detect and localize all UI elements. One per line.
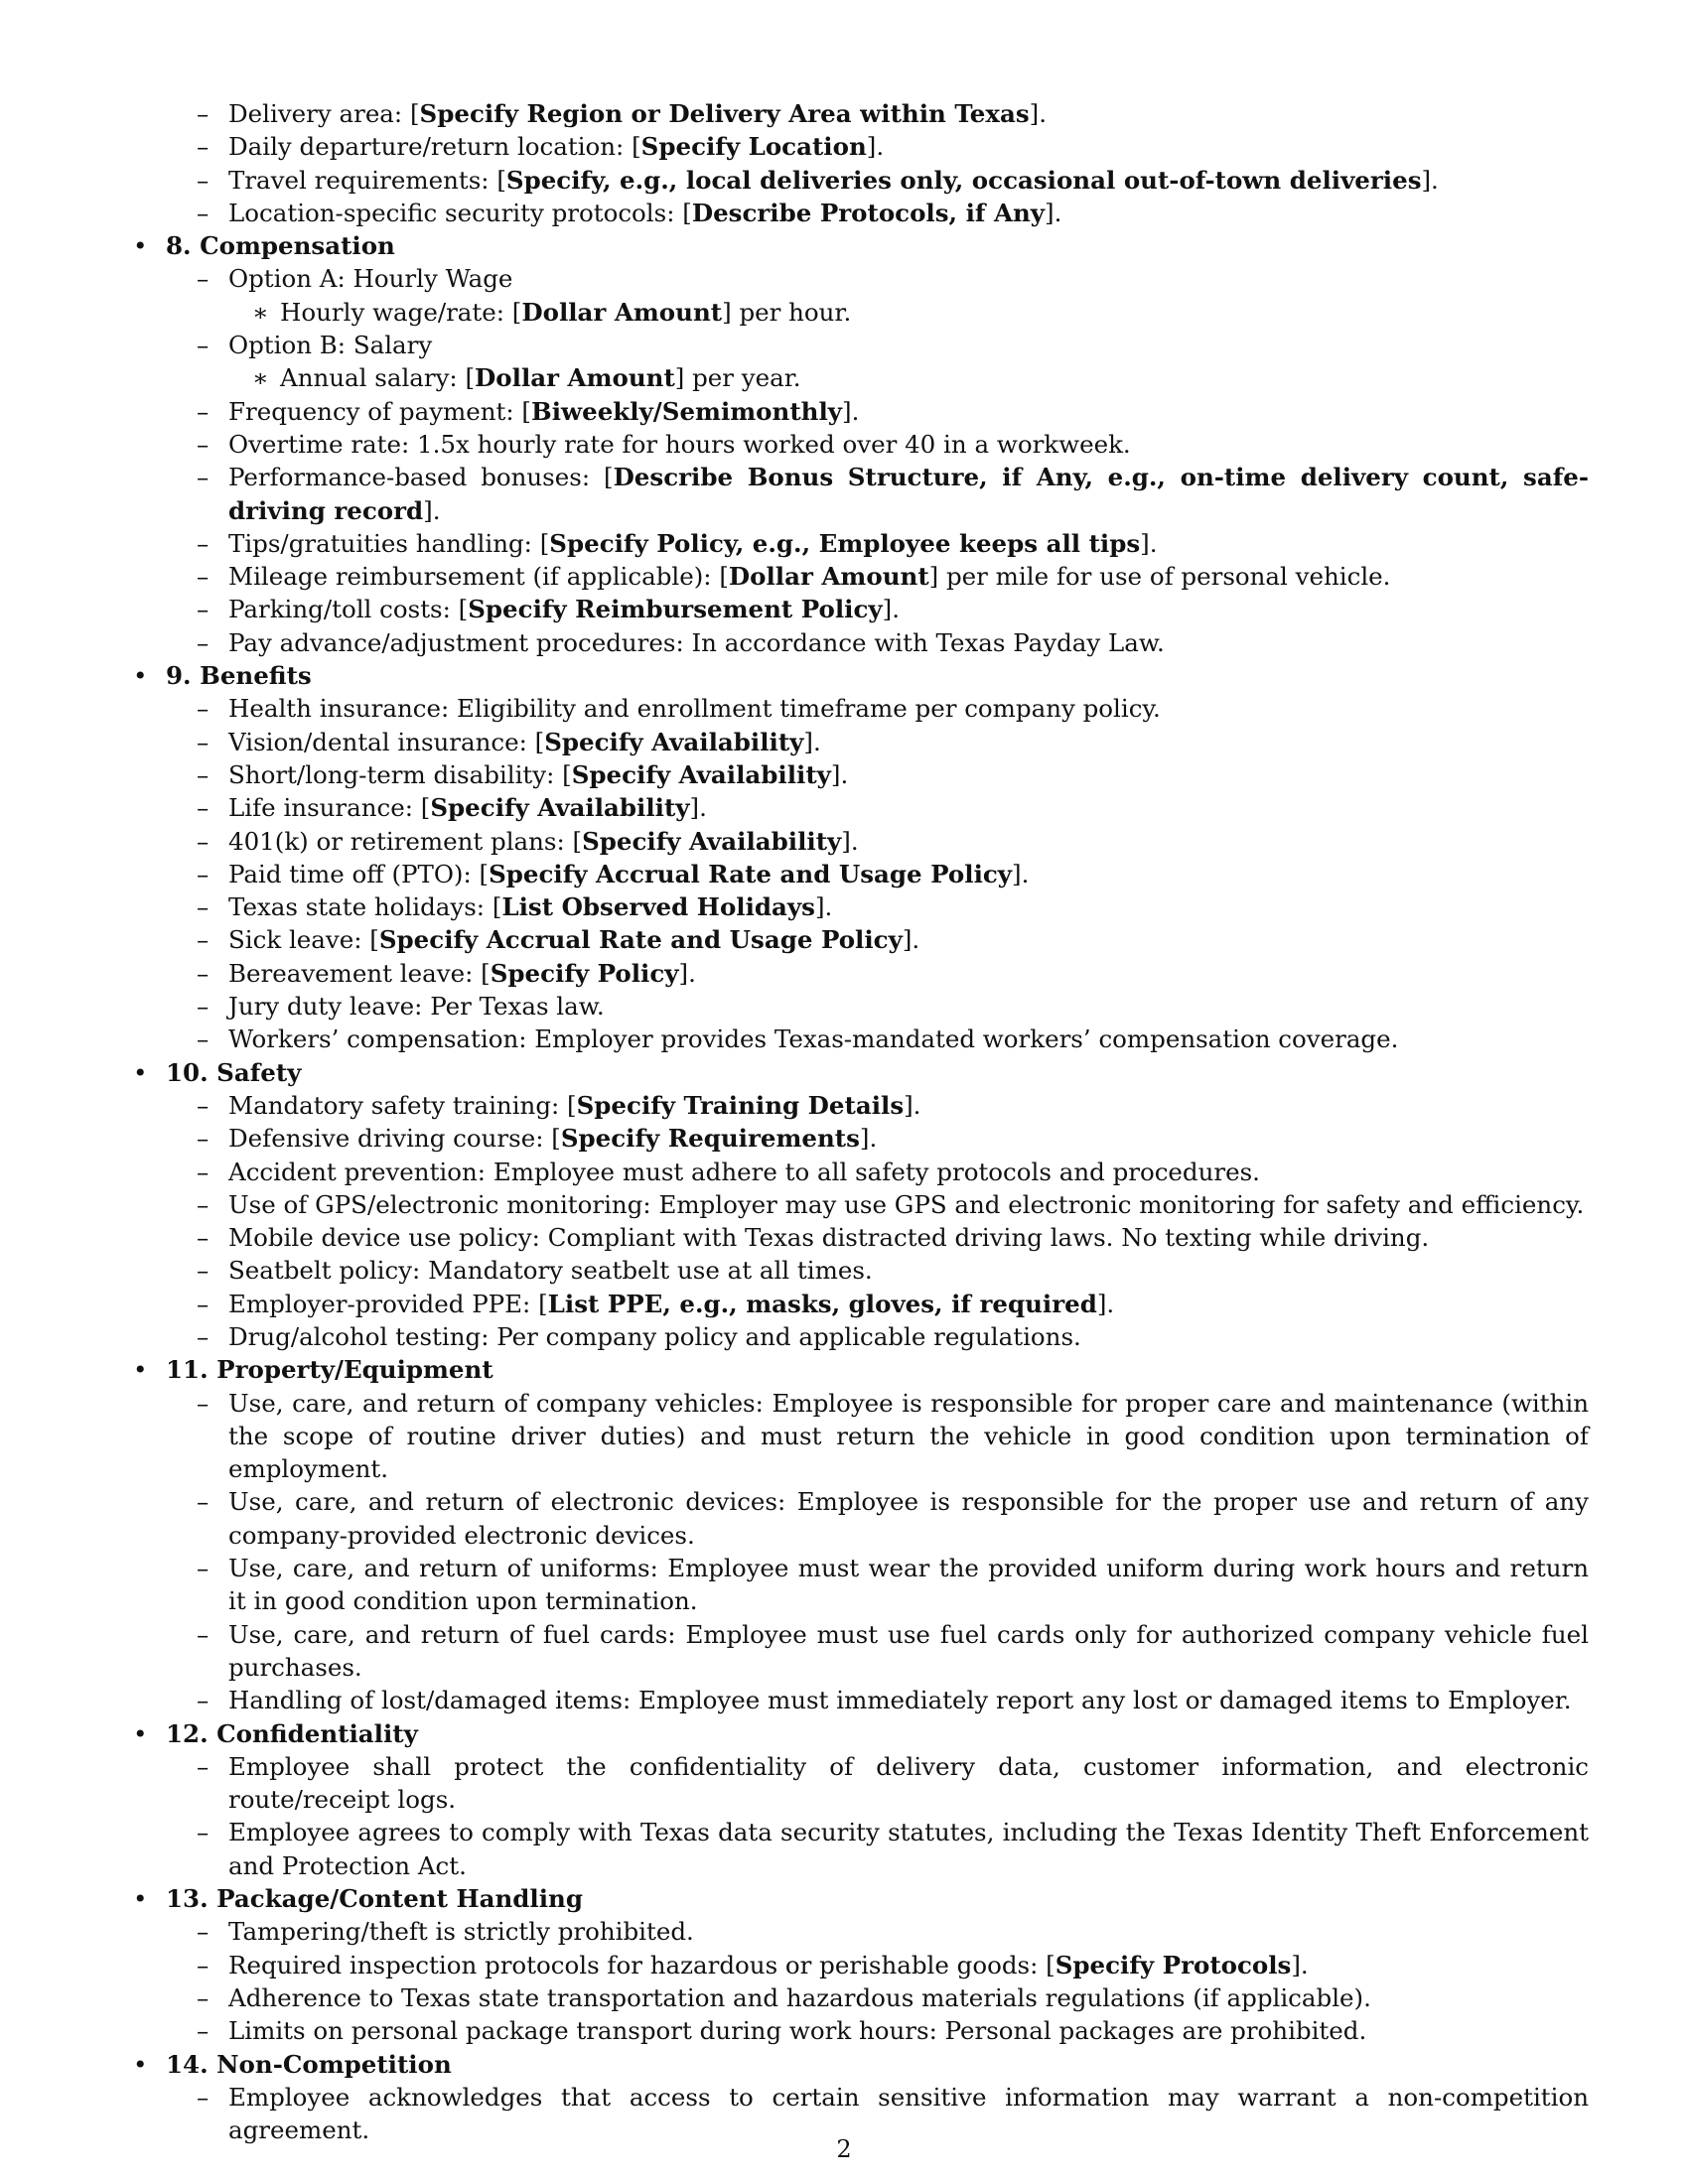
list-item: – Mandatory safety training: [Specify Training Details]. — [197, 1090, 921, 1120]
list-item: – Parking/toll costs: [Specify Reimbursement Policy]. — [197, 595, 900, 624]
list-item: – Travel requirements: [Specify, e.g., local deliveries only, occasional out-of-town deliveries]. — [197, 165, 1439, 195]
list-item: – Employee agrees to comply with Texas data security statutes, including the Texas Identity Theft Enforcement and Protection Act. — [197, 1818, 1589, 1880]
section-heading: • 10. Safety — [133, 1057, 302, 1087]
list-item: – Daily departure/return location: [Specify Location]. — [197, 132, 885, 162]
list-item: – Use, care, and return of electronic devices: Employee is responsible for the proper use and return of any company-provided electronic devices. — [197, 1487, 1589, 1550]
list-item: – Option A: Hourly Wage — [197, 264, 513, 294]
section-heading: • 12. Confidentiality — [133, 1718, 418, 1748]
list-item: – Jury duty leave: Per Texas law. — [197, 992, 605, 1022]
page-number: 2 — [836, 2135, 852, 2163]
list-item: – Use, care, and return of uniforms: Employee must wear the provided uniform during work hours and return it in good condition upon termination. — [197, 1554, 1589, 1616]
list-item: – Location-specific security protocols: [Describe Protocols, if Any]. — [197, 198, 1062, 227]
section-safety — [129, 1056, 1589, 1354]
list-item: – Accident prevention: Employee must adhere to all safety protocols and procedures. — [197, 1157, 1260, 1186]
list-item: – Paid time off (PTO): [Specify Accrual Rate and Usage Policy]. — [197, 859, 1030, 888]
list-item: – Mobile device use policy: Compliant with Texas distracted driving laws. No texting while driving. — [197, 1223, 1430, 1253]
list-item: – Use of GPS/electronic monitoring: Employer may use GPS and electronic monitoring for safety and efficiency. — [197, 1189, 1585, 1219]
section-confidentiality — [129, 1717, 1589, 1882]
list-item: – Texas state holidays: [List Observed Holidays]. — [197, 892, 833, 922]
section-compensation — [129, 229, 1589, 659]
list-item: – Employee acknowledges that access to certain sensitive information may warrant a non-competition agreement. — [197, 2082, 1589, 2145]
list-item: – Tampering/theft is strictly prohibited. — [197, 1917, 694, 1947]
list-item: – Defensive driving course: [Specify Requirements]. — [197, 1124, 878, 1154]
section-property-equipment — [129, 1353, 1589, 1716]
list-item: – Option B: Salary — [197, 331, 433, 360]
list-item: – Short/long-term disability: [Specify Availability]. — [197, 759, 849, 789]
list-item: – Drug/alcohol testing: Per company policy and applicable regulations. — [197, 1321, 1081, 1351]
list-item: – Sick leave: [Specify Accrual Rate and Usage Policy]. — [197, 925, 920, 955]
section-heading: • 9. Benefits — [133, 661, 312, 691]
section-heading: • 8. Compensation — [133, 231, 395, 261]
list-item: – Bereavement leave: [Specify Policy]. — [197, 958, 696, 988]
list-item: – Performance-based bonuses: [Describe Bonus Structure, if Any, e.g., on-time delivery count, safe-driving record]. — [197, 463, 1589, 525]
sub-list-item: ∗ Hourly wage/rate: [Dollar Amount] per hour. — [252, 297, 852, 327]
list-item: – Life insurance: [Specify Availability]. — [197, 793, 707, 823]
list-item: – Tips/gratuities handling: [Specify Policy, e.g., Employee keeps all tips]. — [197, 528, 1158, 558]
list-item: – Pay advance/adjustment procedures: In accordance with Texas Payday Law. — [197, 627, 1165, 657]
section-benefits — [129, 659, 1589, 1056]
document-body — [129, 97, 1589, 2146]
list-item: – Use, care, and return of company vehicles: Employee is responsible for proper care and maintenance (within the scope of routine driver duties) and must return the vehicle in good condition upon termination of employment. — [197, 1388, 1589, 1484]
list-item: – Use, care, and return of fuel cards: Employee must use fuel cards only for authorized company vehicle fuel purchases. — [197, 1619, 1589, 1682]
list-item: – Handling of lost/damaged items: Employee must immediately report any lost or damaged items to Employer. — [197, 1686, 1572, 1715]
list-item: – 401(k) or retirement plans: [Specify Availability]. — [197, 826, 859, 856]
list-item: – Health insurance: Eligibility and enrollment timeframe per company policy. — [197, 694, 1161, 724]
list-item: – Frequency of payment: [Biweekly/Semimonthly]. — [197, 396, 860, 426]
section-heading: • 11. Property/Equipment — [133, 1355, 493, 1385]
list-item: – Employee shall protect the confidentiality of delivery data, customer information, and electronic route/receipt logs. — [197, 1751, 1589, 1815]
section-package-handling — [129, 1882, 1589, 2047]
list-item: – Mileage reimbursement (if applicable): [Dollar Amount] per mile for use of personal vehicle. — [197, 562, 1391, 592]
sub-list-item: ∗ Annual salary: [Dollar Amount] per year. — [252, 363, 801, 393]
list-item: – Overtime rate: 1.5x hourly rate for hours worked over 40 in a workweek. — [197, 429, 1131, 459]
list-item: – Vision/dental insurance: [Specify Availability]. — [197, 727, 821, 756]
list-item: – Limits on personal package transport during work hours: Personal packages are prohibited. — [197, 2016, 1367, 2046]
list-item: – Delivery area: [Specify Region or Delivery Area within Texas]. — [197, 99, 1047, 128]
section-continued-location — [129, 97, 1589, 229]
list-item: – Employer-provided PPE: [List PPE, e.g., masks, gloves, if required]. — [197, 1289, 1115, 1318]
section-heading: • 13. Package/Content Handling — [133, 1884, 583, 1914]
list-item: – Workers’ compensation: Employer provides Texas-mandated workers’ compensation coverage. — [197, 1024, 1399, 1054]
section-non-competition — [129, 2048, 1589, 2147]
list-item: – Seatbelt policy: Mandatory seatbelt use at all times. — [197, 1256, 873, 1286]
list-item: – Adherence to Texas state transportation and hazardous materials regulations (if applicable). — [197, 1982, 1371, 2012]
section-heading: • 14. Non-Competition — [133, 2049, 452, 2079]
list-item: – Required inspection protocols for hazardous or perishable goods: [Specify Protocols]. — [197, 1950, 1309, 1979]
